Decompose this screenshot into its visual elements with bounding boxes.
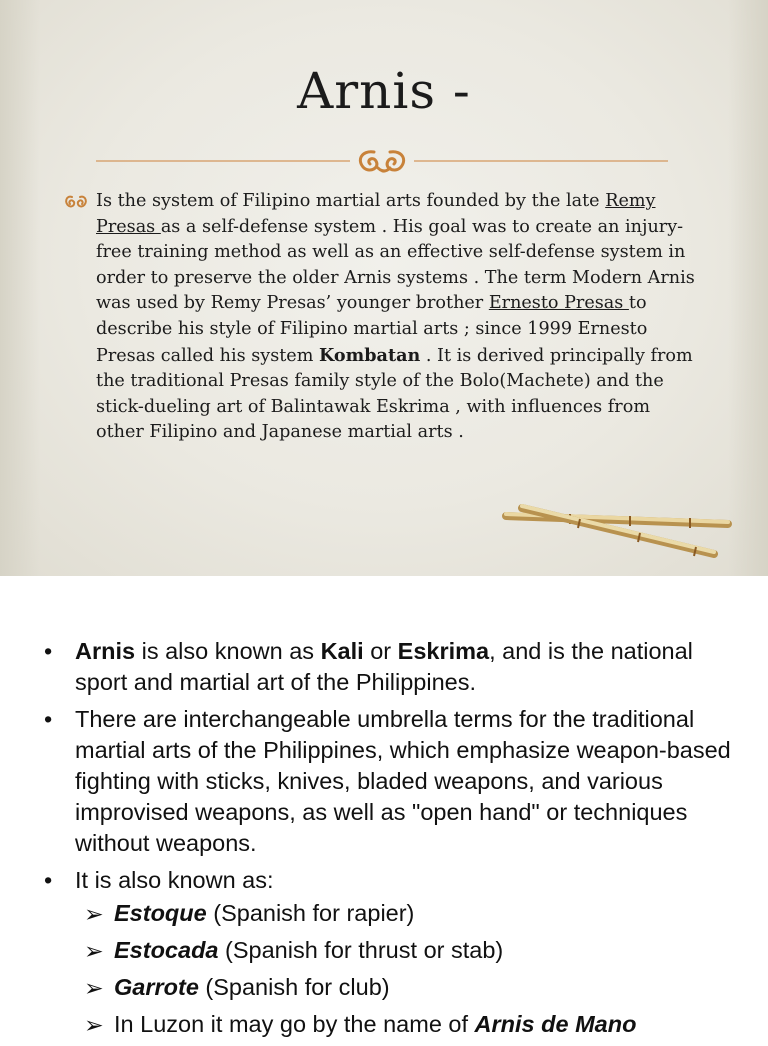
arrow-bullet-icon: ➢: [84, 975, 104, 1001]
ornament-bullet-icon: [62, 191, 90, 211]
paragraph-text-2: as a self-defense system . His goal was to create an injury-free training method as well as an effective self-defense system in order to preserve the older Arnis systems . The term Modern Arnis was used by Remy Presas’ younger brother: [96, 216, 695, 314]
sub-list-item: [84, 1009, 734, 1040]
paragraph-text-4: . It is derived principally from the traditional Presas family style of the Bolo(Machete) and the stick-dueling art of Balintawak Eskrima , with influences from other Filipino and Japanese martial arts .: [96, 345, 693, 443]
term-estoque: Estoque: [114, 900, 207, 926]
list-item: [44, 636, 734, 698]
paragraph-text-1: Is the system of Filipino martial arts founded by the late: [96, 191, 606, 211]
sub-bullet-list: [75, 898, 734, 1040]
term-arnis-de-mano: Arnis de Mano: [474, 1011, 637, 1037]
arrow-bullet-icon: ➢: [84, 901, 104, 927]
flourish-icon: [360, 152, 403, 171]
term-garrote: Garrote: [114, 974, 199, 1000]
slide-title: Arnis -: [297, 62, 471, 120]
list-item-text: , and is the national sport and martial art of the Philippines.: [75, 638, 693, 695]
list-item: [44, 865, 734, 1040]
paragraph-text-3: to describe his style of Filipino martial arts ; since 1999 Ernesto Presas called his system: [96, 293, 648, 366]
arrow-bullet-icon: ➢: [84, 1012, 104, 1038]
list-item-text: is also known as: [135, 638, 321, 664]
list-item-text: There are interchangeable umbrella terms for the traditional martial arts of the Philippines, which emphasize weapon-based fighting with sticks, knives, bladed weapons, and various improvised weapons, as well as "open hand" or techniques without weapons.: [75, 706, 731, 856]
arnis-sticks-image: [500, 500, 740, 565]
bullet-dot: •: [44, 638, 53, 664]
ornamental-divider: [96, 146, 668, 176]
term-kali: Kali: [320, 638, 364, 664]
slide-2: [0, 576, 768, 1038]
sub-item-desc: (Spanish for club): [198, 974, 390, 1000]
slide-body-paragraph: [96, 189, 696, 446]
link-remy-presas[interactable]: Remy Presas: [96, 191, 656, 237]
sub-item-desc: (Spanish for thrust or stab): [218, 937, 504, 963]
term-arnis: Arnis: [75, 638, 136, 664]
sub-item-desc: In Luzon it may go by the name of: [114, 1011, 475, 1037]
sub-item-desc: (Spanish for rapier): [206, 900, 415, 926]
stick-2: [522, 506, 714, 556]
term-eskrima: Eskrima: [397, 638, 490, 664]
link-ernesto-presas[interactable]: Ernesto Presas: [488, 293, 629, 314]
sub-list-item: [84, 898, 734, 929]
sub-list-item: [84, 935, 734, 966]
list-item-text: or: [363, 638, 398, 664]
bullet-dot: •: [44, 706, 53, 732]
term-estocada: Estocada: [114, 937, 219, 963]
list-item: [44, 704, 734, 859]
bullet-list: [44, 636, 734, 1046]
sub-list-item: [84, 972, 734, 1003]
bullet-dot: •: [44, 867, 53, 893]
kombatan-bold: Kombatan: [319, 344, 421, 366]
list-item-text: It is also known as:: [75, 867, 274, 893]
arrow-bullet-icon: ➢: [84, 938, 104, 964]
